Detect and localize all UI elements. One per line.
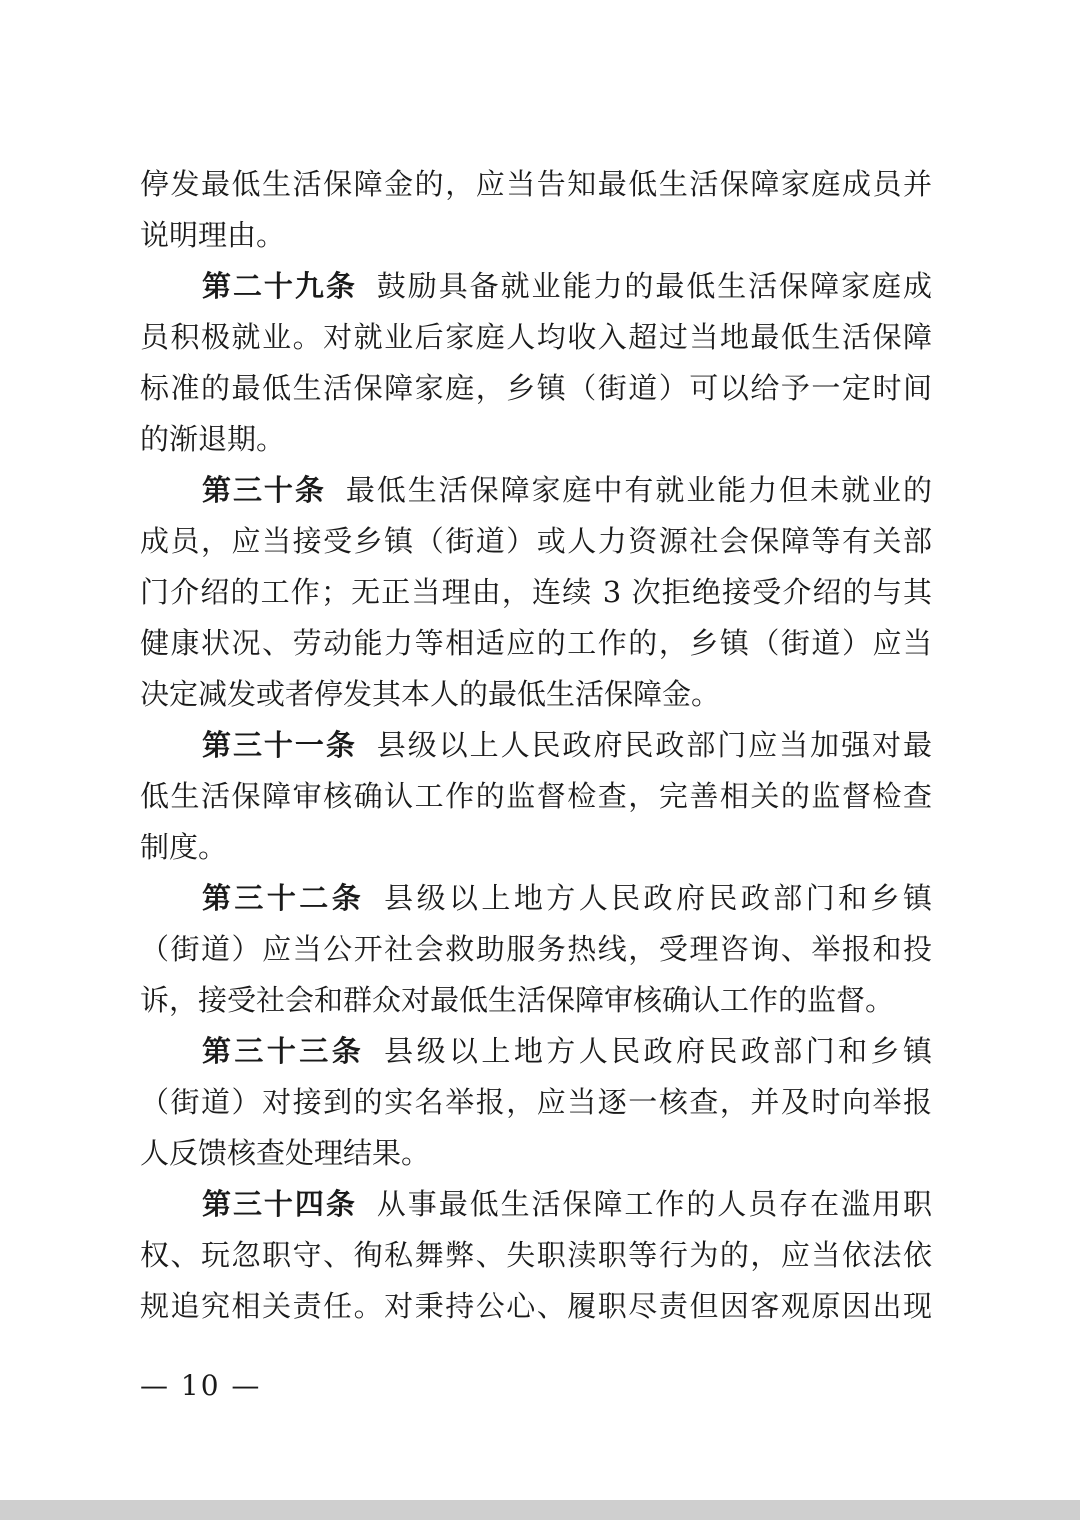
line-text: 停发最低生活保障金的，应当告知最低生活保障家庭成员并 (140, 167, 932, 201)
line-text: 县级以上地方人民政府民政部门和乡镇 (384, 1034, 932, 1068)
text-line (140, 924, 932, 975)
text-line (140, 618, 932, 669)
text-line (140, 1179, 932, 1230)
text-line (140, 771, 932, 822)
line-text: 规追究相关责任。对秉持公心、履职尽责但因客观原因出现 (140, 1289, 932, 1323)
text-line (140, 567, 932, 618)
text-line (140, 975, 932, 1026)
text-line (140, 1128, 932, 1179)
line-text: 诉，接受社会和群众对最低生活保障审核确认工作的监督。 (140, 983, 895, 1017)
text-line (140, 873, 932, 924)
line-text: 制度。 (140, 830, 228, 864)
article-heading: 第三十一条 (202, 728, 357, 762)
line-text: （街道）应当公开社会救助服务热线，受理咨询、举报和投 (140, 932, 932, 966)
line-text: 说明理由。 (140, 218, 286, 252)
line-text: 决定减发或者停发其本人的最低生活保障金。 (140, 677, 721, 711)
line-text: 县级以上地方人民政府民政部门和乡镇 (384, 881, 932, 915)
line-text: 标准的最低生活保障家庭，乡镇（街道）可以给予一定时间 (140, 371, 932, 405)
line-text: 成员，应当接受乡镇（街道）或人力资源社会保障等有关部 (140, 524, 932, 558)
text-line (140, 312, 932, 363)
line-text: 员积极就业。对就业后家庭人均收入超过当地最低生活保障 (140, 320, 932, 354)
text-line (140, 1281, 932, 1332)
line-text: 最低生活保障家庭中有就业能力但未就业的 (345, 473, 932, 507)
article-heading: 第三十三条 (202, 1034, 365, 1068)
text-line (140, 1026, 932, 1077)
line-text: 的渐退期。 (140, 422, 286, 456)
text-line (140, 822, 932, 873)
text-line (140, 516, 932, 567)
line-text: 门介绍的工作；无正当理由，连续 3 次拒绝接受介绍的与其 (140, 575, 932, 609)
text-line (140, 261, 932, 312)
article-heading: 第三十四条 (202, 1187, 357, 1221)
article-heading: 第三十条 (202, 473, 326, 507)
article-heading: 第二十九条 (202, 269, 357, 303)
text-line (140, 414, 932, 465)
line-text: 鼓励具备就业能力的最低生活保障家庭成 (376, 269, 932, 303)
article-heading: 第三十二条 (202, 881, 365, 915)
line-text: 人反馈核查处理结果。 (140, 1136, 431, 1170)
line-text: 健康状况、劳动能力等相适应的工作的，乡镇（街道）应当 (140, 626, 932, 660)
text-line (140, 210, 932, 261)
line-text: 县级以上人民政府民政部门应当加强对最 (376, 728, 932, 762)
text-line (140, 465, 932, 516)
text-line (140, 159, 932, 210)
line-text: （街道）对接到的实名举报，应当逐一核查，并及时向举报 (140, 1085, 932, 1119)
text-line (140, 1230, 932, 1281)
text-line (140, 720, 932, 771)
line-text: 从事最低生活保障工作的人员存在滥用职 (376, 1187, 932, 1221)
line-text: 低生活保障审核确认工作的监督检查，完善相关的监督检查 (140, 779, 932, 813)
line-text: 权、玩忽职守、徇私舞弊、失职渎职等行为的，应当依法依 (140, 1238, 932, 1272)
text-line (140, 1077, 932, 1128)
text-line (140, 669, 932, 720)
text-line (140, 363, 932, 414)
document-body (140, 159, 932, 1332)
page-number: — 10 — (140, 1369, 262, 1402)
page-bottom-edge (0, 1500, 1080, 1520)
